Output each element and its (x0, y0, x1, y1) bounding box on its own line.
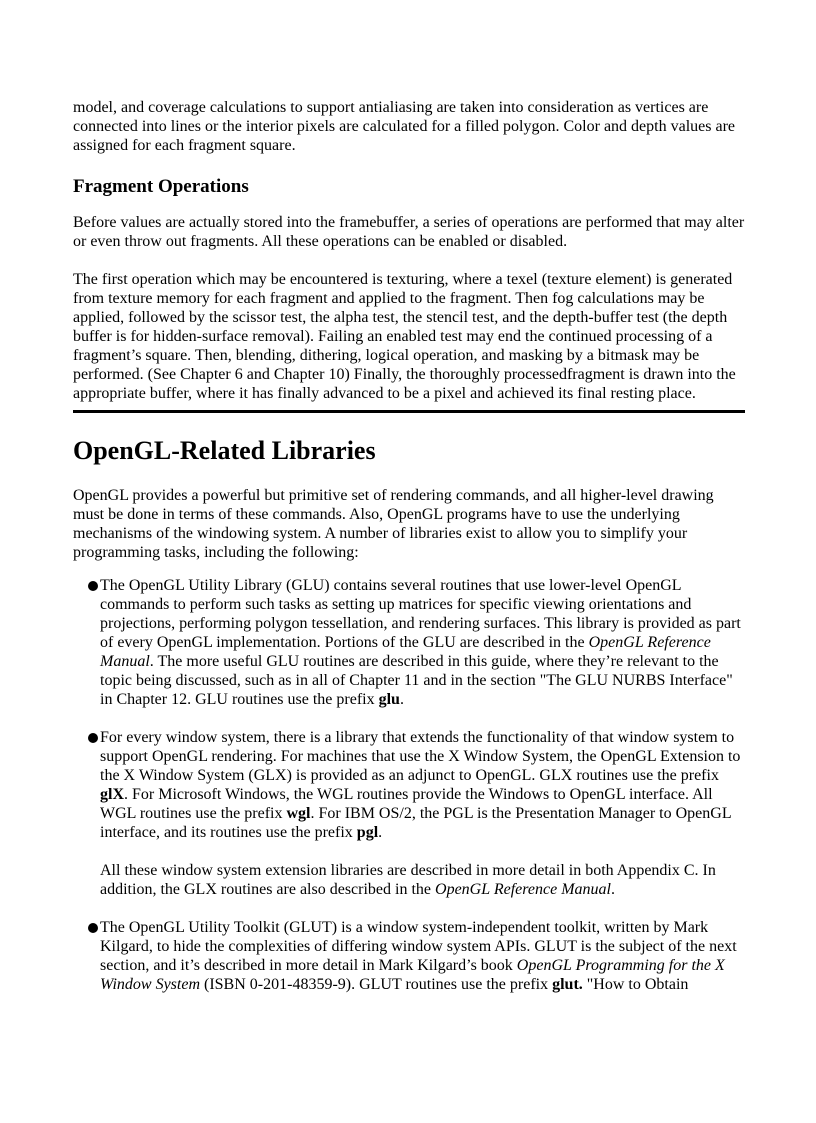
bullet-icon (88, 923, 98, 933)
fragment-operations-heading: Fragment Operations (73, 176, 249, 197)
intro-paragraph: model, and coverage calculations to support antialiasing are taken into consideration as vertices are connected into lines or the interior pixels are calculated for a filled polygon. Color and depth values are assigned for each fragment square. (73, 99, 735, 154)
list-item-glut: The OpenGL Utility Toolkit (GLUT) is a window system-independent toolkit, written by Mark Kilgard, to hide the complexities of differing window system APIs. GLUT is the subject of the next section, and it’s described in more detail in Mark Kilgard’s book OpenGL Programming for the X Window System (ISBN 0-201-48359-9). GLUT routines use the prefix glut. "How to Obtain (73, 918, 745, 994)
fragment-paragraph-1: Before values are actually stored into the framebuffer, a series of operations are performed that may alter or even throw out fragments. All these operations can be enabled or disabled. (73, 214, 745, 250)
list-item-glu: The OpenGL Utility Library (GLU) contains several routines that use lower-level OpenGL commands to perform such tasks as setting up matrices for specific viewing orientations and projections, performing polygon tessellation, and rendering surfaces. This library is provided as part of every OpenGL implementation. Portions of the GLU are described in the OpenGL Reference Manual. The more useful GLU routines are described in this guide, where they’re relevant to the topic being discussed, such as in all of Chapter 11 and in the section "The GLU NURBS Interface" in Chapter 12. GLU routines use the prefix glu. (73, 576, 745, 709)
document-page (73, 98, 745, 1013)
section-divider (73, 410, 745, 413)
libraries-intro: OpenGL provides a powerful but primitive set of rendering commands, and all higher-level drawing must be done in terms of these commands. Also, OpenGL programs have to use the underlying mechanisms of the windowing system. A number of libraries exist to allow you to simplify your programming tasks, including the following: (73, 487, 714, 561)
libraries-heading: OpenGL-Related Libraries (73, 436, 376, 465)
list-item-glx: For every window system, there is a library that extends the functionality of that window system to support OpenGL rendering. For machines that use the X Window System, the OpenGL Extension to the X Window System (GLX) is provided as an adjunct to OpenGL. GLX routines use the prefix glX. For Microsoft Windows, the WGL routines provide the Windows to OpenGL interface. All WGL routines use the prefix wgl. For IBM OS/2, the PGL is the Presentation Manager to OpenGL interface, and its routines use the prefix pgl. All these window system extension libraries are described in more detail in both Appendix C. In addition, the GLX routines are also described in the OpenGL Reference Manual. (73, 728, 745, 899)
libraries-list (73, 576, 745, 994)
bullet-icon (88, 581, 98, 591)
bullet-icon (88, 733, 98, 743)
glx-sub-paragraph: All these window system extension libraries are described in more detail in both Appendix C. In addition, the GLX routines are also described in the OpenGL Reference Manual. (100, 862, 716, 898)
fragment-paragraph-2: The first operation which may be encountered is texturing, where a texel (texture element) is generated from texture memory for each fragment and applied to the fragment. Then fog calculations may be applied, followed by the scissor test, the alpha test, the stencil test, and the depth-buffer test (the depth buffer is for hidden-surface removal). Failing an enabled test may end the continued processing of a fragment’s square. Then, blending, dithering, logical operation, and masking by a bitmask may be performed. (See Chapter 6 and Chapter 10) Finally, the thoroughly processedfragment is drawn into the appropriate buffer, where it has finally advanced to be a pixel and achieved its final resting place. (73, 271, 736, 402)
